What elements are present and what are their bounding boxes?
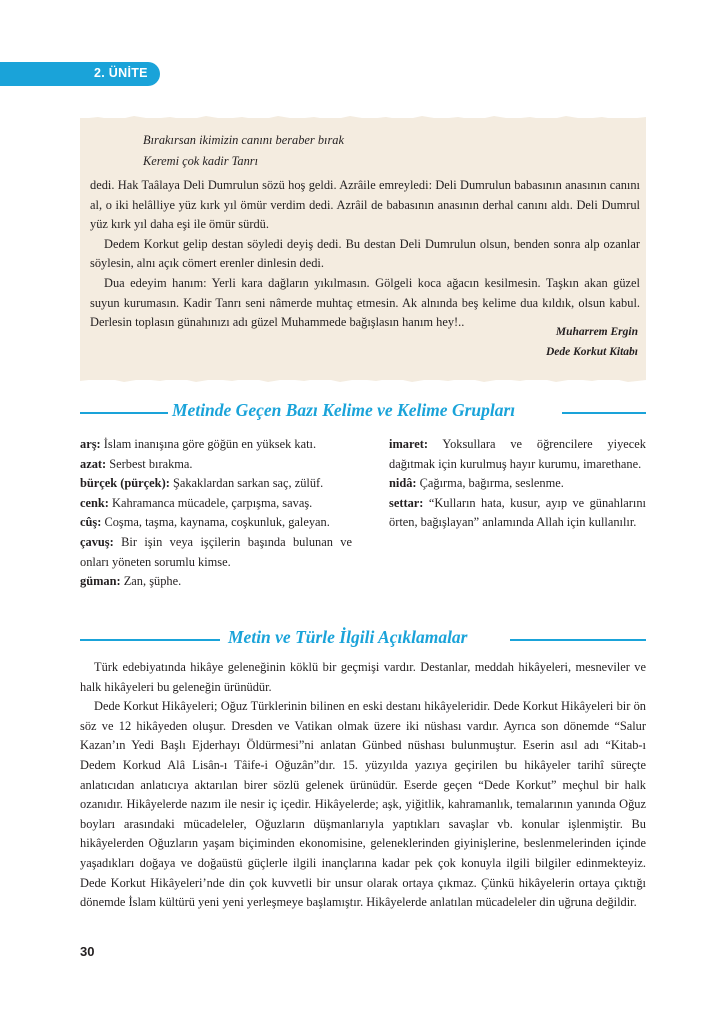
glossary-heading	[80, 400, 646, 426]
poem-lines	[143, 130, 344, 172]
glossary-entry: azat: Serbest bırakma.	[80, 456, 193, 471]
glossary-right-column	[389, 435, 646, 533]
glossary-entry: cûş: Coşma, taşma, kaynama, coşkunluk, galeyan.	[80, 515, 330, 530]
heading-rule-left	[80, 412, 168, 414]
glossary-title: Metinde Geçen Bazı Kelime ve Kelime Grupları	[172, 400, 516, 420]
excerpt-paragraph: dedi. Hak Taâlaya Deli Dumrulun sözü hoş geldi. Azrâile emreyledi: Deli Dumrulun babasının anasının canını al, o iki helâlliye yüz kırk yıl ömür verdim dedi. Azrâil de babasının anasının derhal canını aldı. Deli Dumrul yüz kırk yıl daha eşi ile ömür sürdü.	[90, 178, 640, 232]
poem-line: Bırakırsan ikimizin canını beraber bırak	[143, 133, 344, 147]
excerpt-paragraph: Dua edeyim hanım: Yerli kara dağların yıkılmasın. Gölgeli koca ağacın kesilmesin. Taşkın akan güzel suyun kurumasın. Kadir Tanrı seni nâmerde muhtaç etmesin. Ak alnında beş kelime dua kıldık, olsun kabul. Derlesin toplasın günahınızı adı güzel Muhammede bağışlasın hanım hey!..	[90, 275, 640, 330]
excerpt-box	[80, 118, 646, 380]
source-book: Dede Korkut Kitabı	[545, 346, 638, 358]
glossary-entry: çavuş: Bir işin veya işçilerin başında bulunan ve onları yöneten sorumlu kimse.	[80, 534, 352, 569]
glossary-entry: cenk: Kahramanca mücadele, çarpışma, savaş.	[80, 495, 313, 510]
excerpt-prose	[90, 176, 640, 333]
torn-edge-top	[80, 114, 646, 122]
heading-rule-right	[510, 639, 646, 641]
glossary-entry: güman: Zan, şüphe.	[80, 574, 182, 589]
glossary-entry: bürçek (pürçek): Şakaklardan sarkan saç, zülüf.	[80, 476, 324, 491]
source-author: Muharrem Ergin	[555, 326, 638, 338]
explanations-heading	[80, 627, 646, 653]
body-paragraph: Türk edebiyatında hikâye geleneğinin köklü bir geçmişi vardır. Destanlar, meddah hikâyeleri, mesneviler ve halk hikâyeleri bu geleneğin ürünüdür.	[80, 660, 646, 694]
glossary-entry: nidâ: Çağırma, bağırma, seslenme.	[389, 476, 564, 491]
explanations-body	[80, 658, 646, 913]
excerpt-paragraph: Dedem Korkut gelip destan söyledi deyiş dedi. Bu destan Deli Dumrulun olsun, benden sonra alp ozanlar söylesin, alnı açık cömert erenler dinlesin dedi.	[90, 236, 640, 271]
torn-edge-bottom	[80, 376, 646, 384]
heading-rule-right	[562, 412, 646, 414]
body-paragraph: Dede Korkut Hikâyeleri; Oğuz Türklerinin bilinen en eski destanı hikâyeleridir. Dede Korkut Hikâyeleri bir ön söz ve 12 hikâyeden oluşur. Dresden ve Vatikan olmak üzere iki nüshası vardır. Ayrıca son dönemde “Salur Kazan’ın Yedi Başlı Ejderhayı Öldürmesi”ni anlatan Günbed nüshası bulunmuştur. Eserin asıl adı “Kitab-ı Dedem Korkud Alâ Lisân-ı Tâife-i Oğuzân”dır. 15. yüzyılda yazıya geçirilen bu hikâyeler tarihî süreçte anlatıcıdan anlatıcıya aktarılan birer sözlü gelenek ürünüdür. Eserde geçen “Dede Korkut” meçhul bir halk ozanıdır. Hikâyelerde nazım ile nesir iç içedir. Hikâyelerde; aşk, yiğitlik, kahramanlık, temalarının yanında Oğuz boyları arasındaki mücadeleler, Oğuzların düşmanlarıyla yaptıkları savaşlar vb. konular işlenmiştir. Bu hikâyelerden Oğuzların yaşam biçiminden ekonomisine, geleneklerinden giyinişlerine, beslenmelerinden içinde yaşadıkları doğaya ve doğaüstü güçlerle ilgili inançlarına kadar pek çok konuyla ilgili bilgiler edinmekteyiz. Dede Korkut Hikâyeleri’nde din çok kuvvetli bir unsur olarak ortaya çıkmaz. Çünkü hikâyelerin ortaya çıktığı dönemde İslam kültürü yeni yeni yerleşmeye başlamıştır. Hikâyelerde anlatılan mücadeleler din uğruna değildir.	[80, 699, 646, 910]
page-number: 30	[80, 944, 95, 959]
glossary-entry: settar: “Kulların hata, kusur, ayıp ve günahlarını örten, bağışlayan” anlamında Allah için kullanılır.	[389, 495, 646, 530]
glossary-entry: arş: İslam inanışına göre göğün en yüksek katı.	[80, 437, 317, 451]
explanations-title: Metin ve Türle İlgili Açıklamalar	[228, 627, 468, 647]
unit-tab	[0, 62, 160, 86]
glossary-left-column	[80, 435, 352, 592]
unit-label: 2. ÜNİTE	[94, 66, 148, 80]
glossary-entry: imaret: Yoksullara ve öğrencilere yiyecek dağıtmak için kurulmuş hayır kurumu, imarethane.	[389, 437, 646, 471]
heading-rule-left	[80, 639, 220, 641]
poem-line: Keremi çok kadir Tanrı	[143, 154, 259, 168]
